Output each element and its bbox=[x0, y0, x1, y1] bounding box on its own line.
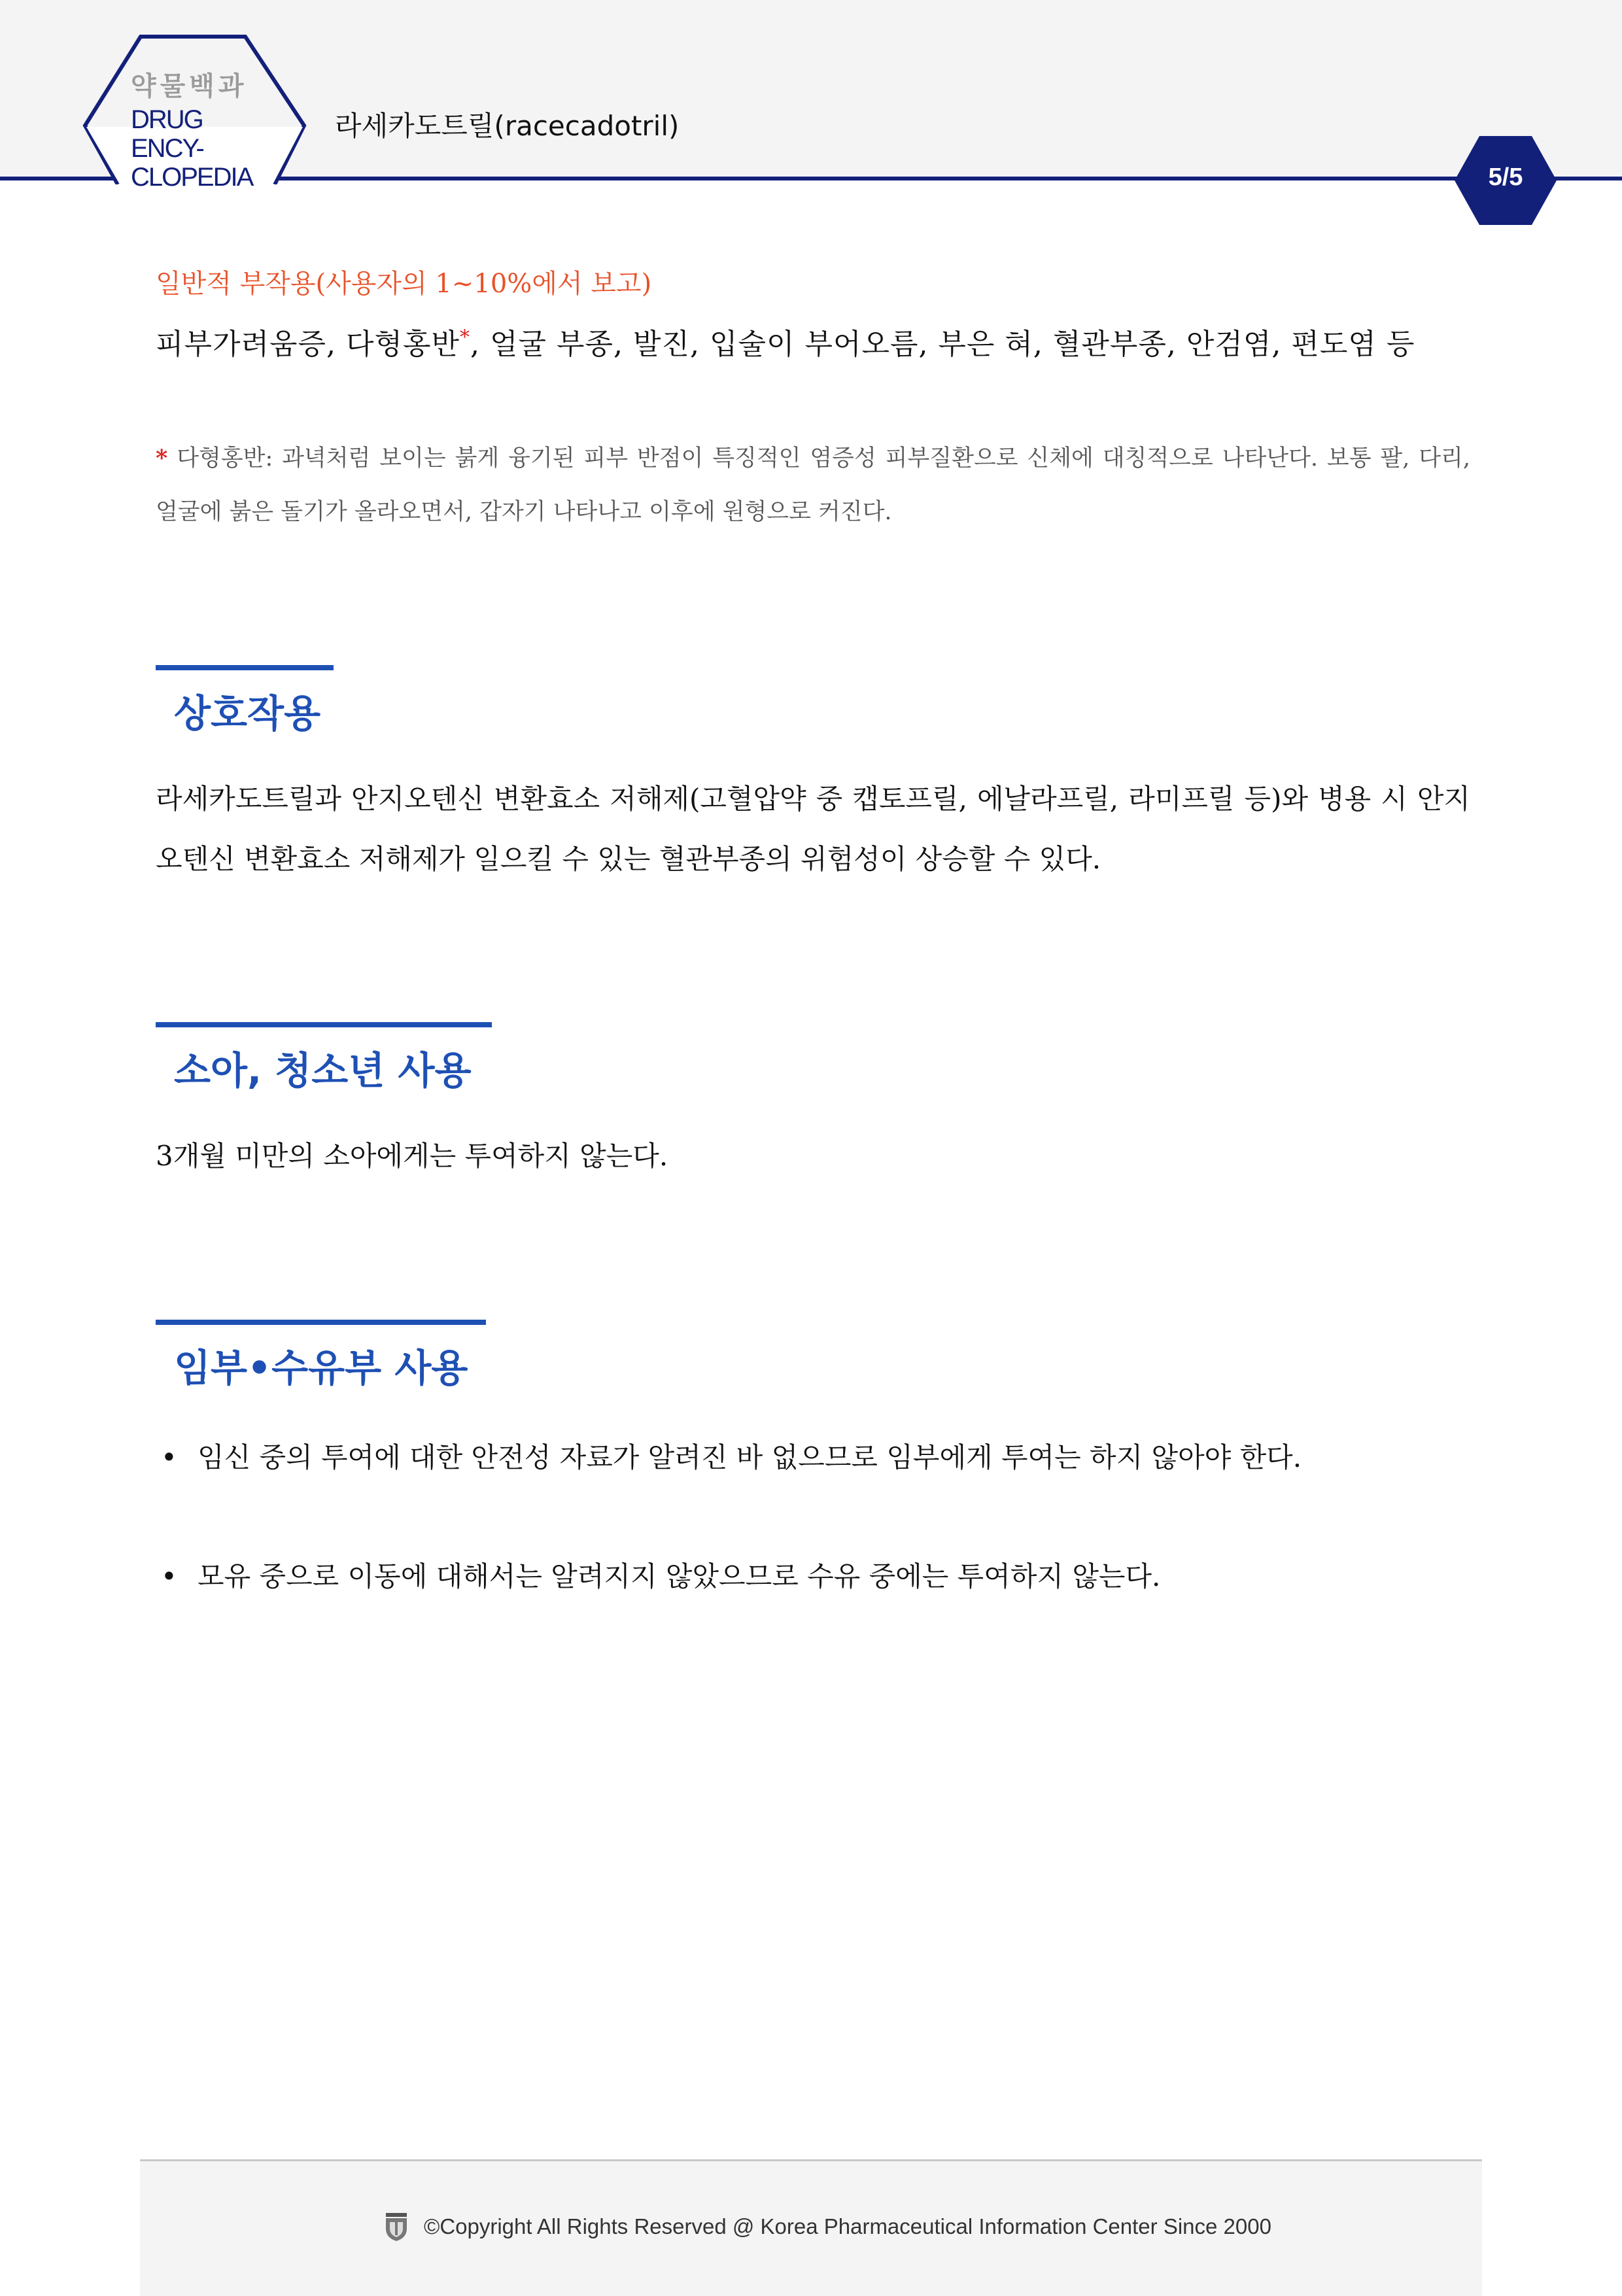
interactions-text: 라세카도트릴과 안지오텐신 변환효소 저해제(고혈압약 중 캡토프릴, 에날라프릴, 라미프릴 등)와 병용 시 안지오텐신 변환효소 저해제가 일으킬 수 있는 혈관부종의 위험성이 상승할 수 있다. bbox=[156, 783, 1470, 875]
section-bar-pregnancy bbox=[156, 1320, 486, 1325]
section-title-pregnancy: 임부•수유부 사용 bbox=[174, 1346, 468, 1390]
footnote bbox=[156, 432, 1470, 539]
bullet-dot: • bbox=[161, 1441, 177, 1473]
side-effects-list bbox=[156, 320, 1415, 362]
side-effects-heading: 일반적 부작용(사용자의 1~10%에서 보고) bbox=[156, 269, 652, 299]
side-effects-text-1: 피부가려움증, 다형홍반 bbox=[156, 328, 460, 361]
list-item-text: 모유 중으로 이동에 대해서는 알려지지 않았으므로 수유 중에는 투여하지 않는다. bbox=[198, 1560, 1161, 1592]
side-effects-text-2: , 얼굴 부종, 발진, 입술이 부어오름, 부은 혀, 혈관부종, 안검염, 편도염 등 bbox=[470, 328, 1415, 361]
list-item-text: 임신 중의 투여에 대한 안전성 자료가 알려진 바 없으므로 임부에게 투여는 하지 않아야 한다. bbox=[198, 1441, 1302, 1473]
page-number: 5/5 bbox=[1488, 163, 1523, 191]
section-title-interactions: 상호작용 bbox=[174, 691, 321, 736]
list-item bbox=[161, 1436, 1302, 1475]
footnote-star: * bbox=[156, 445, 168, 471]
footnote-marker: * bbox=[460, 326, 471, 349]
list-item bbox=[161, 1555, 1160, 1594]
bullet-dot: • bbox=[161, 1560, 177, 1592]
footnote-text: 다형홍반: 과녁처럼 보이는 붉게 융기된 피부 반점이 특징적인 염증성 피부질환으로 신체에 대칭적으로 나타난다. 보통 팔, 다리, 얼굴에 붉은 돌기가 올라오면서, 갑자기 나타나고 이후에 원형으로 커진다. bbox=[156, 445, 1470, 525]
section-bar-interactions bbox=[156, 665, 334, 670]
copyright: ©Copyright All Rights Reserved @ Korea Pharmaceutical Information Center Since 2000 bbox=[424, 2214, 1271, 2238]
logo-english-line2: CLOPEDIA bbox=[131, 163, 253, 192]
section-title-pediatric: 소아, 청소년 사용 bbox=[174, 1048, 472, 1093]
logo-english-line1: DRUG ENCY- bbox=[131, 105, 203, 163]
logo-korean: 약물백과 bbox=[131, 71, 248, 101]
shield-crest-icon bbox=[383, 2212, 409, 2242]
pediatric-text: 3개월 미만의 소아에게는 투여하지 않는다. bbox=[156, 1140, 668, 1172]
section-bar-pediatric bbox=[156, 1022, 492, 1027]
logo bbox=[131, 65, 275, 192]
document-title: 라세카도트릴(racecadotril) bbox=[335, 110, 680, 142]
